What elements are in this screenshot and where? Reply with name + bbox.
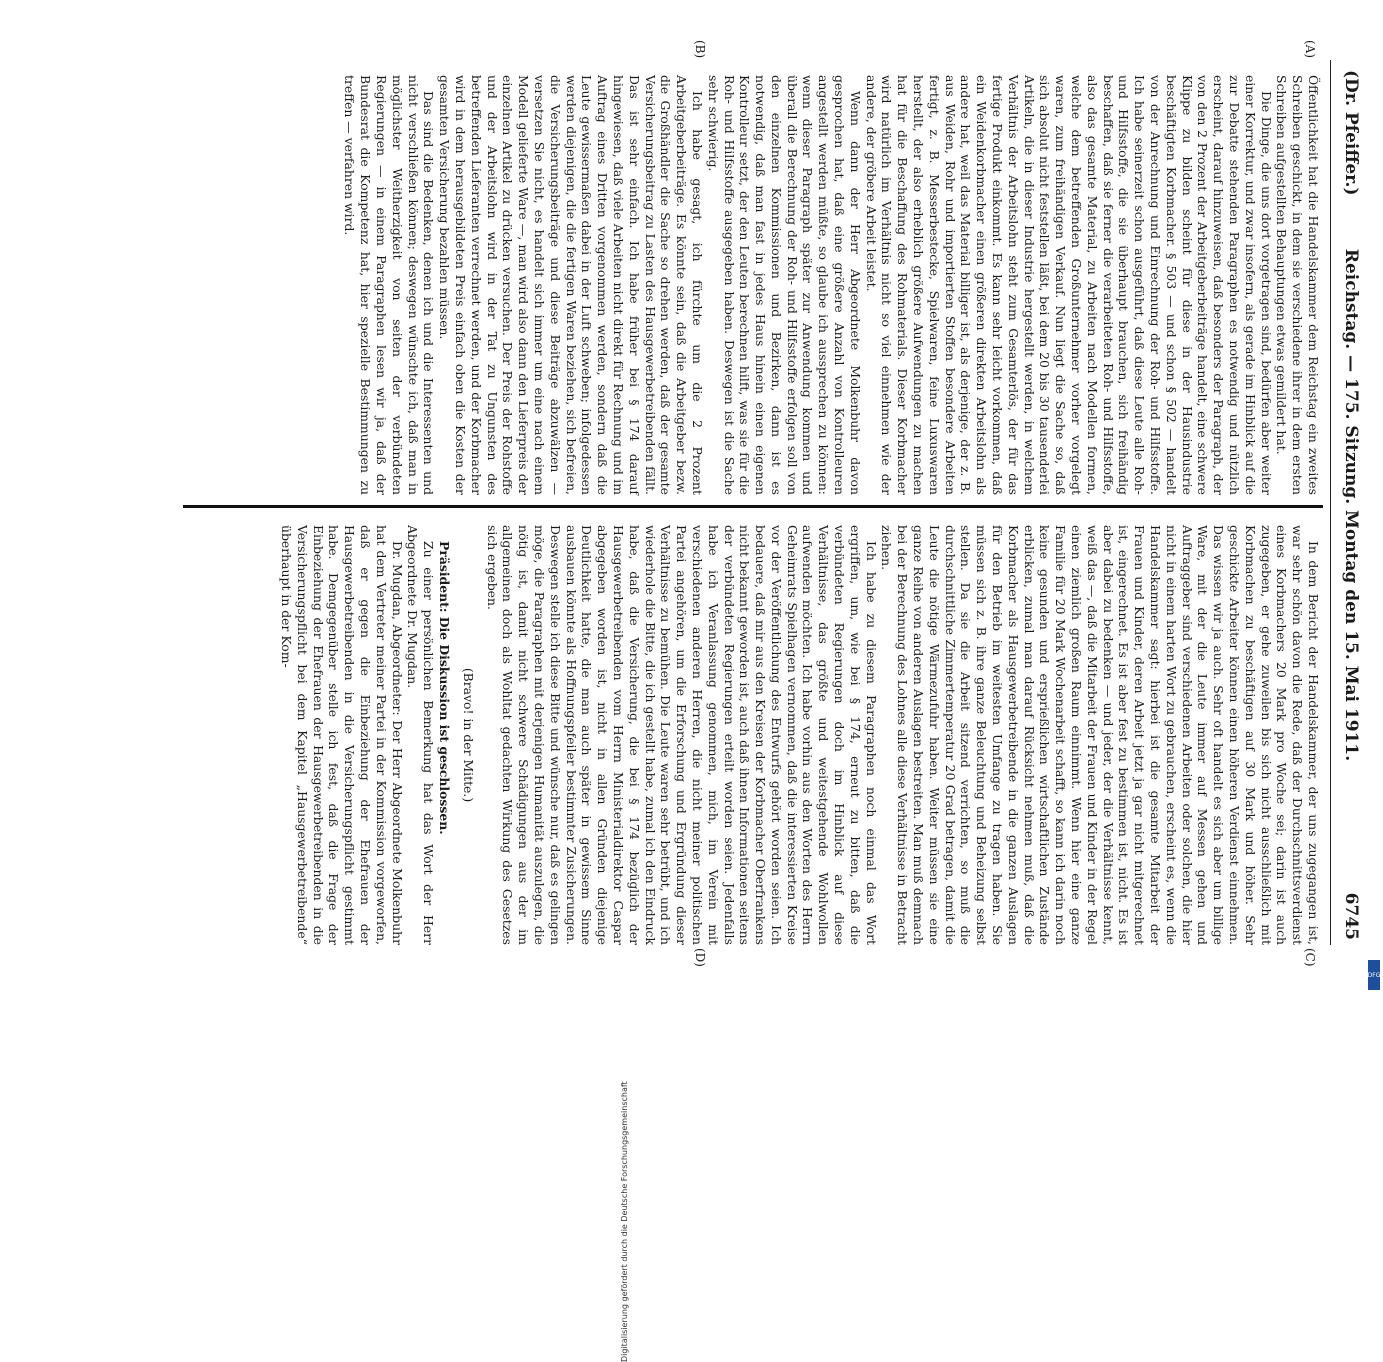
page-header	[1337, 70, 1361, 940]
paragraph: In dem Bericht der Handelskammer, der uns zugegangen ist, war sehr schön davon die Rede, daß der Durchschnittsverdienst eines Korbmachers 20 Mark pro Woche sei; darin ist auch zugegeben, er gehe zuweilen bis sich nicht ausschließlich mit Korbmachen zu beschäftigen auf 30 Mark und höher. Sehr geschickte Arbeiter können einen höheren Verdienst einnehmen. Das wissen wir ja auch. Sehr oft handelt es sich aber um billige Ware, mit der die Leute immer auf Messen gehen und Auftraggeber sind verschiedenen Arbeiten oder solchen, die hier nicht in einem harten Wort zu gebrauchen, erscheint es, wenn die Handelskammer sagt: hierbei ist die gesamte Mitarbeit der Frauen und Kinder, deren Arbeit jetzt ja gar nicht mitgerechnet ist, eingerechnet. Es ist aber fest zu bestimmen ist, nicht. Es ist aber dabei zu bedenken — und jeder, der die Verhältnisse kennt, weiß das —, daß die Mitarbeit der Frauen und Kinder in der Regel einen ziemlich großen Raum einnimmt. Wenn hier eine ganze Familie für 20 Mark Wochenarbeit schafft, so kann ich darin noch keine gesunden und ersprießlichen wirtschaftlichen Zustände erblicken, zumal man darauf Rücksicht nehmen muß, daß die Korbmacher als Hausgewerbetreibende in die ganzen Auslagen für den Betrieb im weitesten Umfange zu tragen haben. Sie müssen sich z. B. ihre ganze Beleuchtung und Beheizung selbst stellen. Da sie die Arbeit sitzend verrichten, so muß die durchschnittliche Zimmertemperatur 20 Grad betragen, damit die Leute die nötige Wärmezufuhr haben. Weiter müssen sie eine ganze Reihe von anderen Auslagen bestreiten. Man muß demnach bei der Berechnung des Lohnes alle diese Verhältnisse in Betracht ziehen.	[879, 525, 1321, 945]
header-divider	[1330, 60, 1331, 945]
column-divider	[183, 505, 1323, 508]
speaker-ref: (Dr. Pfeiffer.)	[1341, 70, 1361, 196]
page-title: Reichstag. — 175. Sitzung. Montag den 15. Mai 1911.	[1341, 248, 1361, 762]
dfg-logo-text: DFG	[1367, 971, 1381, 979]
paragraph: Ich habe zu diesem Paragraphen noch einmal das Wort ergriffen, um, wie bei § 174, erneut zu bitten, daß die verbündeten Regierungen doch im Hinblick auf diese Verhältnisse, das größte und weitestgehende Wohlwollen aufwenden möchten. Ich habe vorhin aus den Worten des Herrn Geheimrats Spielhagen vernommen, daß die interessierten Kreise vor der Veröffentlichung des Entwurfs gehört worden seien. Ich bedauere, daß mir aus den Kreisen der Korbmacher Oberfrankens nicht bekannt geworden ist, auch daß ihnen Informationen seitens der verbündeten Regierungen erteilt worden seien. Jedenfalls habe ich Veranlassung genommen, mich, im Verein mit verschiedenen anderen Herren, die nicht meiner politischen Partei angehören, um die Erforschung und Ergründung dieser Verhältnisse zu bemühen. Die Leute waren sehr betrübt, und ich wiederhole die Bitte, die ich gestellt habe, zumal ich den Eindruck habe, daß die Versicherung, die bei § 174 bezüglich der Hausgewerbetreibenden vom Herrn Ministerialdirektor Caspar abgegeben worden ist, nicht in allen Gründen diejenige Deutlichkeit hatte, die man auch später in gewissem Sinne ausbauen könnte als Hoffnungspfeiler bestimmter Zusicherungen. Deswegen stelle ich diese Bitte und wünsche nur, daß es gelingen möge, die Paragraphen mit derjenigen Humanität auszulegen, die nötig ist, damit nicht schwere Schädigungen aus der im allgemeinen doch als Wohltat gedachten Wirkung des Gesetzes sich ergeben.	[484, 525, 879, 945]
page-number: 6745	[1341, 892, 1361, 940]
paragraph: Wenn dann der Herr Abgeordnete Molkenbuhr davon gesprochen hat, daß eine größere Anzahl von Kontrolleuren angestellt werden müßte, so glaube ich aussprechen zu können: wenn dieser Paragraph später zur Anwendung kommen und überall die Berechnung der Roh- und Hilfsstoffe erfolgen soll von den einzelnen Kommissionen und Bezirken, dann ist es notwendig, daß man fast in jedes Haus hinein einen eigenen Kontrolleur setzt, der den Leuten berechnen hilft, was sie für die Roh- und Hilfsstoffe ausgegeben haben. Deswegen ist die Sache sehr schwierig.	[705, 75, 863, 495]
margin-mark-b: (B)	[693, 40, 707, 59]
funding-note: Digitalisierung gefördert durch die Deutsche Forschungsgemeinschaft	[620, 1081, 629, 1362]
paragraph: Präsident: Die Diskussion ist geschlossen.	[436, 541, 452, 835]
right-text-column	[278, 525, 1321, 945]
dfg-logo	[1368, 960, 1380, 990]
paragraph: Zu einer persönlichen Bemerkung hat das Wort der Herr Abgeordnete Dr. Mugdan.	[405, 525, 437, 945]
margin-mark-c: (C)	[1303, 948, 1317, 967]
margin-mark-a: (A)	[1303, 40, 1317, 59]
left-text-column	[342, 75, 1321, 495]
margin-mark-d: (D)	[693, 948, 707, 967]
paragraph: Die Dinge, die uns dort vorgetragen sind, bedürfen aber weiter einer Korrektur, und zwar insofern, als gerade im Hinblick auf die zur Debatte stehenden Paragraphen es notwendig und nützlich erscheint, darauf hinzuweisen, daß besonders der Paragraph, der von den 2 Prozent der Arbeitgeberbeiträge handelt, eine schwere Klippe zu bilden scheint für diese in der Hausindustrie beschäftigten Korbmacher. § 503 — und schon § 502 — handelt von der Anrechnung und Einrechnung der Roh- und Hilfsstoffe. Ich habe seinerzeit schon ausgeführt, daß diese Leute alle Roh- und Hilfsstoffe, die sie überhaupt brauchen, sich freihändig beschaffen, daß sie ferner die verarbeiteten Roh- und Hilfsstoffe, also das gesamte Material, zu Arbeiten nach Modellen formen, welche dem betreffenden Großunternehmer vorher vorgelegt waren, zum freihändigen Verkauf. Nun liegt die Sache so, daß sich absolut nicht feststellen läßt, bei dem 20 bis 30 tausenderlei Artikeln, die in dieser Industrie hergestellt werden, in welchem Verhältnis der Arbeitslohn steht zum Gesamterlös, der für das fertige Produkt einkommt. Es kann sehr leicht vorkommen, daß ein Weidenkorbmacher einen größeren direkten Arbeitslohn als andere hat, weil das Material billiger ist, als derjenige, der z. B. aus Weiden, Rohr und importierten Stoffen besondere Arbeiten fertigt, z. B. Messerbestecke, Spielwaren, feine Luxuswaren herstellt, der also erheblich größere Aufwendungen zu machen hat für die Beschaffung des Rohmaterials. Dieser Korbmacher wird natürlich im Verhältnis nicht so viel einnehmen wie der andere, der gröbere Arbeit leistet.	[863, 75, 1274, 495]
paragraph: Dr. Mugdan, Abgeordneter: Der Herr Abgeordnete Molkenbuhr hat dem Vertreter meiner Partei in der Kommission vorgeworfen, daß er gegen die Einbeziehung der Ehefrauen der Hausgewerbetreibenden in die Versicherungspflicht gestimmt habe. Demgegenüber stelle ich fest, daß die Frage der Einbeziehung der Ehefrauen der Hausgewerbetreibenden in die Versicherungspflicht bei dem Kapitel „Hausgewerbetreibende“ überhaupt in der Kom-	[279, 525, 405, 945]
paragraph: (Bravo! in der Mitte.)	[460, 667, 476, 803]
paragraph: Das sind die Bedenken, denen ich und die Interessenten und nicht verschließen können; deswegen wünschte ich, daß man in möglichster Weitherzigkeit von seiten der verbündeten Regierungen — in einem Paragraphen lesen wir ja, daß der Bundesrat die Kompetenz hat, hier spezielle Bestimmungen zu treffen — verfahren wird.	[342, 75, 437, 495]
paragraph: Ich habe gesagt, ich fürchte um die 2 Prozent Arbeitgeberbeiträge. Es könnte sein, daß die Arbeitgeber bezw. die Großhändler die Sache so drehen werden, daß der gesamte Versicherungsbeitrag zu Lasten des Hausgewerbetreibenden fällt. Das ist sehr einfach. Ich habe früher bei § 174 darauf hingewiesen, daß viele Arbeiten nicht direkt für Rechnung und im Auftrag eines Dritten vorgenommen werden, sondern daß die Leute gewissermaßen dabei in der Luft schweben; infolgedessen werden diejenigen, die die fertigen Waren beziehen, sich befreien, die Versicherungsbeiträge und diese Beiträge abzuwälzen — versetzen Sie nicht, es handelt sich immer um eine nach einem Modell gelieferte Ware —, man wird also dann den Lieferpreis der einzelnen Artikel zu drücken versuchen. Der Preis der Rohstoffe und der Arbeitslohn wird in der Tat zu Ungunsten des betreffenden Lieferanten verrechnet werden, und der Korbmacher wird in dem herausgebildeten Preis einfach oben die Kosten der gesamten Versicherung bezahlen müssen.	[437, 75, 705, 495]
paragraph: Öffentlichkeit hat die Handelskammer dem Reichstag ein zweites Schreiben geschickt, in dem sie verschiedene ihrer in dem ersten Schreiben aufgestellten Behauptungen etwas gemildert hat.	[1274, 75, 1321, 495]
